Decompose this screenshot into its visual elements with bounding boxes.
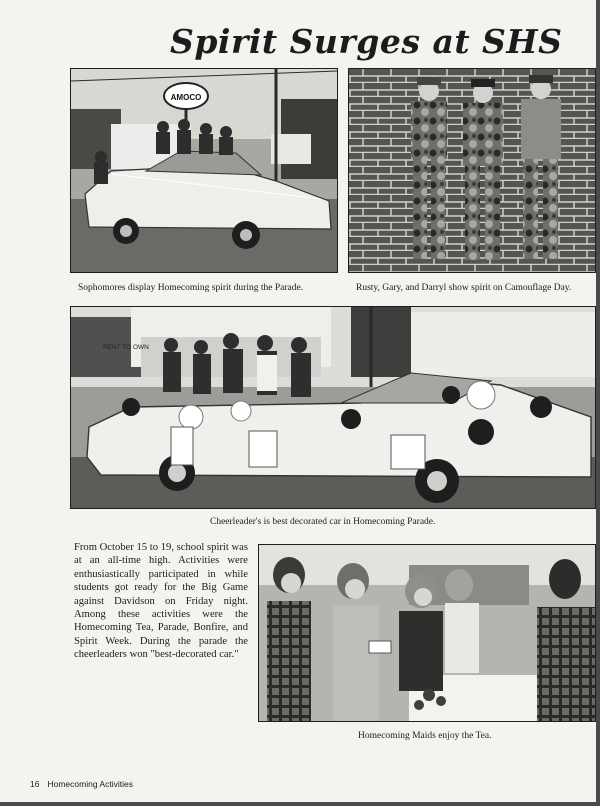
amoco-sign-text: AMOCO	[170, 93, 202, 102]
homecoming-tea-photo	[258, 544, 596, 722]
rent-to-own-sign-text: RENT TO OWN	[103, 344, 149, 351]
page-number: 16	[30, 779, 40, 789]
page-headline: Spirit Surges at SHS	[170, 22, 563, 61]
camouflage-day-caption: Rusty, Gary, and Darryl show spirit on Camouflage Day.	[356, 283, 572, 293]
cheerleader-car-photo	[70, 306, 596, 509]
camouflage-day-photo	[348, 68, 596, 273]
article-text: From October 15 to 19, school spirit was at an all-time high. Activities were enthusiastically participated in while students got ready for the Big Game against Davidson on Friday night. Among these activities were the Homecoming Tea, Parade, Bonfire, and Spirit Week. During the parade the cheerleaders won "best-decorated car."	[74, 542, 248, 661]
sophomore-parade-caption: Sophomores display Homecoming spirit during the Parade.	[78, 283, 304, 293]
page-footer	[30, 779, 141, 789]
cheerleader-car-caption: Cheerleader's is best decorated car in Homecoming Parade.	[210, 517, 436, 527]
sophomore-parade-photo	[70, 68, 338, 273]
homecoming-tea-caption: Homecoming Maids enjoy the Tea.	[358, 731, 492, 741]
section-name: Homecoming Activities	[47, 779, 133, 789]
